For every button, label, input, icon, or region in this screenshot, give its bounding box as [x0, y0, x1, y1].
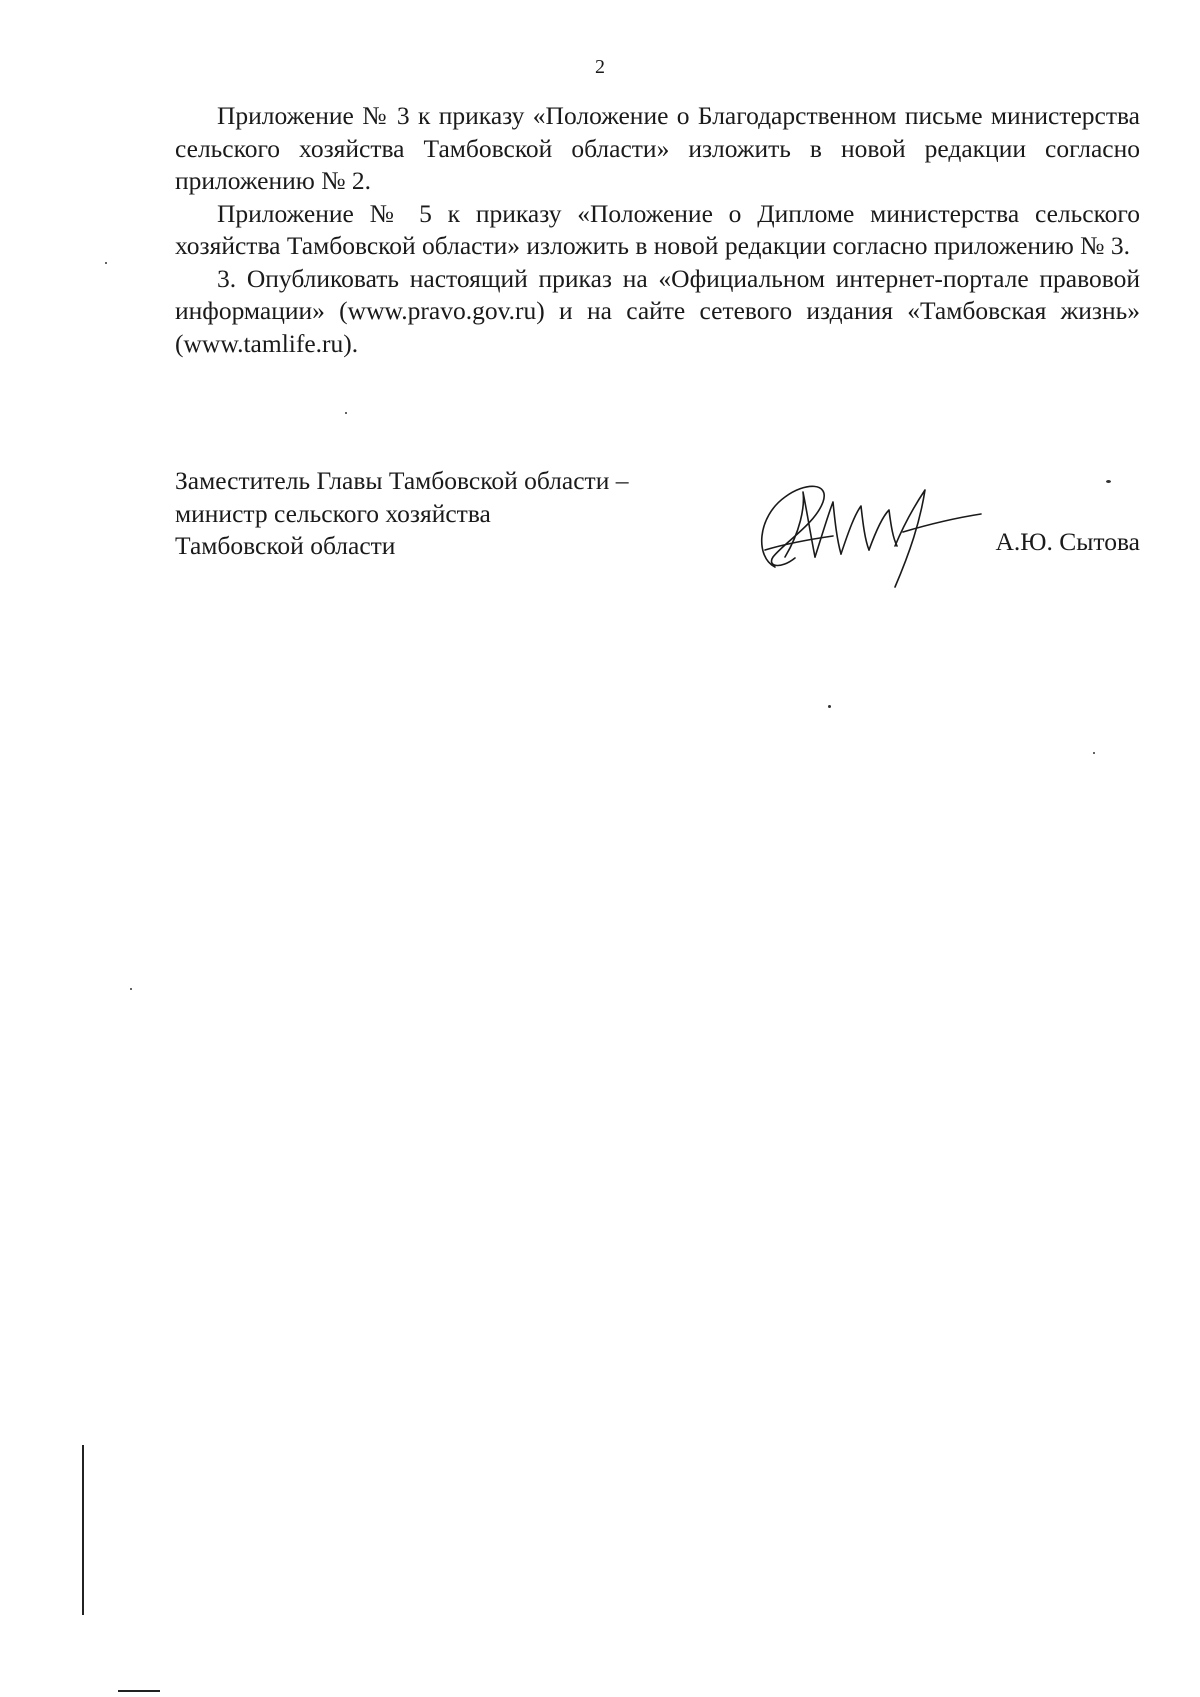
paragraph-appendix-3: Приложение № 3 к приказу «Положение о Благодарственном письме министерства сельского хозяйства Тамбовской области» изложить в новой редакции согласно приложению № 2. [175, 101, 1140, 195]
signer-name: А.Ю. Сытова [995, 527, 1140, 556]
scan-speck [105, 262, 107, 264]
signatory-title-line: Тамбовской области [175, 531, 396, 560]
scan-speck [1093, 752, 1095, 754]
scan-speck [1106, 480, 1111, 483]
signatory-title [175, 465, 695, 563]
scan-speck [828, 705, 831, 708]
scan-speck [130, 988, 132, 990]
scan-edge-line [82, 1445, 84, 1615]
page-number: 2 [595, 56, 605, 78]
document-body [175, 100, 1140, 360]
handwritten-signature [745, 462, 985, 592]
paragraph-publish-order: 3. Опубликовать настоящий приказ на «Официальном интернет-портале правовой информации» (www.pravo.gov.ru) и на сайте сетевого издания «Тамбовская жизнь» (www.tamlife.ru). [175, 263, 1140, 358]
signatory-title-line: министр сельского хозяйства [175, 498, 491, 528]
scan-speck [345, 412, 347, 414]
paragraph-appendix-5: Приложение № 5 к приказу «Положение о Дипломе министерства сельского хозяйства Тамбовской области» изложить в новой редакции согласно приложению № 3. [175, 198, 1140, 260]
signatory-title-line: Заместитель Главы Тамбовской области – [175, 466, 629, 495]
scan-edge-line [118, 1690, 160, 1692]
